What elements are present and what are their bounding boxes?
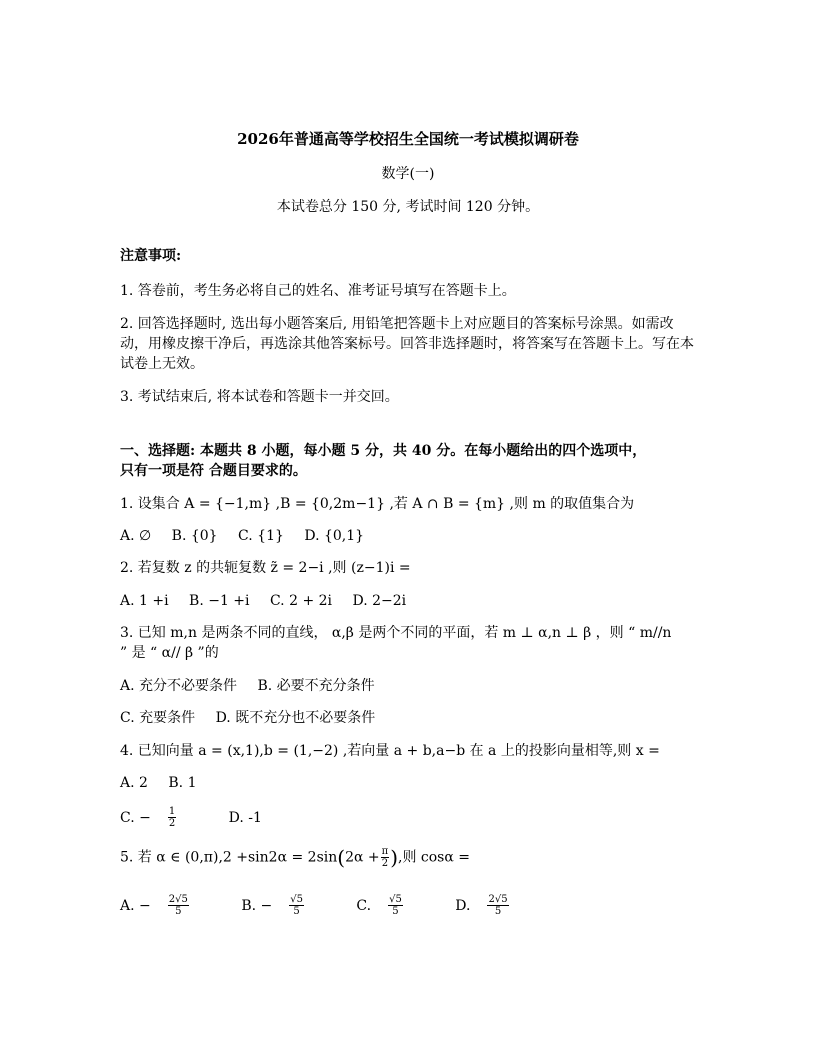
q5-option-a-label: A. − [120,897,151,914]
question-4-options-row1 [120,773,700,793]
question-3-options-row2 [120,708,700,728]
note-item-2: 2. 回答选择题时, 选出每小题答案后, 用铅笔把答题卡上对应题目的答案标号涂黑。如需改动，用橡皮擦干净后，再选涂其他答案标号。回答非选择题时，将答案写在答题卡上。写在本试卷上无效。 [120,316,694,372]
q5-left-paren: ( [337,845,346,870]
question-3-options-row1 [120,676,700,696]
q4-option-c-prefix: C. − [120,809,151,826]
q5-right-paren: ) [390,845,399,870]
q5-stem-fraction [381,846,390,869]
q4-option-c-numerator: 1 [168,806,176,817]
q4-option-c-fraction [168,806,192,829]
question-3-stem-line2: ” 是 “ α// β ”的 [120,645,219,661]
q5-option-c-denominator: 5 [392,906,399,917]
q3-option-c: C. 充要条件 [120,710,196,726]
q5-stem-numerator: π [381,846,389,857]
exam-title: 2026年普通高等学校招生全国统一考试模拟调研卷 [237,130,579,148]
q5-option-b-label: B. − [241,897,273,914]
q5-option-d-fraction [487,894,524,917]
q5-option-c [356,894,434,917]
question-5-stem [120,846,700,869]
question-4-stem: 4. 已知向量 a = (x,1),b = (1,−2) ,若向量 a + b,a−b 在 a 上的投影向量相等,则 x = [120,743,660,759]
q4-option-b: B. 1 [168,775,197,791]
q5-option-b-numerator: √5 [290,894,303,905]
q4-option-d: D. -1 [228,809,262,826]
q4-option-a: A. 2 [120,775,148,791]
q5-stem-prefix: 5. 若 α ∈ (0,π),2 +sin2α = 2sin [120,849,338,866]
q1-option-c: C. {1} [238,528,284,544]
q5-option-b [241,894,336,917]
q5-option-a-denominator: 5 [175,906,182,917]
q5-option-c-numerator: √5 [389,894,402,905]
q1-option-a: A. ∅ [120,528,152,544]
question-2-stem: 2. 若复数 z 的共轭复数 z̃ = 2−i ,则 (z−1)i = [120,560,411,576]
q2-option-d: D. 2−2i [352,593,407,609]
question-1-stem: 1. 设集合 A = {−1,m} ,B = {0,2m−1} ,若 A ∩ B = {m} ,则 m 的取值集合为 [120,496,635,512]
q4-option-c-denominator: 2 [168,818,176,829]
q5-option-b-fraction [289,894,320,917]
q4-option-c [120,806,208,829]
q5-option-c-label: C. [356,897,372,914]
q2-option-a: A. 1 +i [120,593,169,609]
notes-heading: 注意事项: [120,248,182,264]
q5-stem-denominator: 2 [381,858,389,869]
section1-heading-line2: 只有一项是符 合题目要求的。 [120,463,307,479]
q5-option-a-fraction [168,894,205,917]
q5-option-b-denominator: 5 [293,906,300,917]
q5-option-a [120,894,221,917]
question-4-options-row2 [120,806,700,829]
question-2-options [120,591,700,611]
q5-stem-inner: 2α + [345,849,380,866]
q5-stem-suffix: ,则 cosα = [398,849,471,866]
exam-info: 本试卷总分 150 分, 考试时间 120 分钟。 [276,199,540,215]
q5-option-a-numerator: 2√5 [168,894,188,905]
q5-option-d-denominator: 5 [494,906,502,917]
question-1-options [120,526,700,546]
exam-subtitle: 数学(一) [381,166,435,182]
q5-option-d [455,894,540,917]
note-item-3: 3. 考试结束后, 将本试卷和答题卡一并交回。 [120,389,399,405]
question-3-stem-line1: 3. 已知 m,n 是两条不同的直线， α,β 是两个不同的平面，若 m ⊥ α,n ⊥ β ，则 “ m//n [120,625,672,641]
q1-option-b: B. {0} [171,528,218,544]
q3-option-d: D. 既不充分也不必要条件 [215,710,376,726]
q3-option-b: B. 必要不充分条件 [257,678,375,694]
q5-option-d-numerator: 2√5 [488,894,508,905]
question-5-options [120,894,700,917]
q5-option-d-label: D. [455,897,471,914]
q5-option-c-fraction [388,894,419,917]
q3-option-a: A. 充分不必要条件 [120,678,238,694]
q2-option-c: C. 2 + 2i [269,593,333,609]
section1-heading-line1: 一、选择题: 本题共 8 小题，每小题 5 分，共 40 分。在每小题给出的四个选项中， [120,443,647,459]
q1-option-d: D. {0,1} [304,528,365,544]
note-item-1: 1. 答卷前，考生务必将自己的姓名、准考证号填写在答题卡上。 [120,283,516,299]
q2-option-b: B. −1 +i [189,593,250,609]
